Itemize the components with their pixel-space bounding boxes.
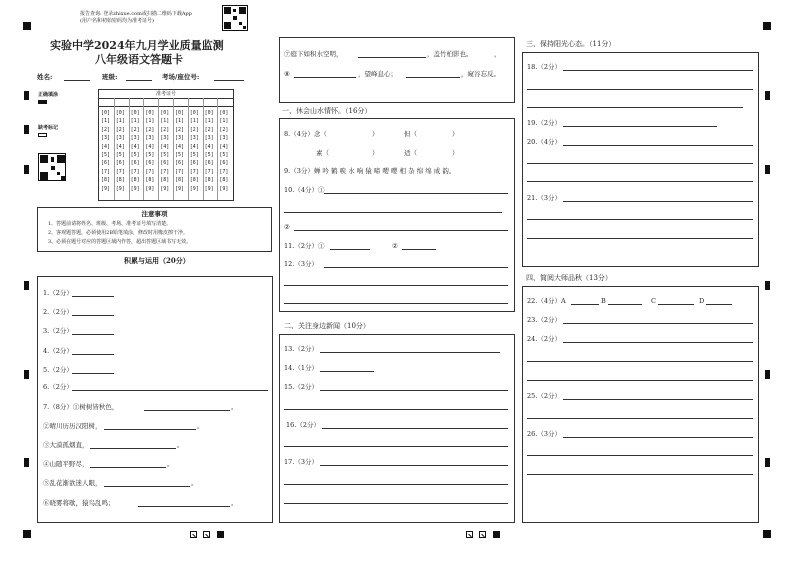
exam-id-digit-bubble[interactable]: [3] (175, 135, 185, 142)
q7-1-punct: 。 (231, 403, 238, 411)
exam-id-digit-bubble[interactable]: [7] (189, 168, 199, 175)
position-marker (23, 22, 31, 30)
side-marker (24, 91, 29, 100)
exam-id-digit-bubble[interactable]: [7] (204, 168, 214, 175)
q16-label: 16.（2分） (286, 421, 320, 429)
q22-b-label: B (601, 297, 606, 305)
q8-close1: ） (372, 130, 379, 138)
q3-label: 3.（2分） (43, 327, 73, 335)
sheet-title: 八年级语文答题卡 (95, 53, 183, 66)
q24-answer-line3[interactable] (527, 380, 753, 381)
page-marker (217, 531, 224, 538)
exam-id-column (190, 109, 199, 193)
side-marker (765, 281, 770, 290)
q15-answer[interactable] (320, 390, 508, 391)
exam-id-grid (98, 89, 234, 201)
report-qr-code (222, 5, 248, 31)
side-marker (765, 370, 770, 379)
exam-id-digit-bubble[interactable]: [9] (101, 185, 111, 192)
q2-answer[interactable] (72, 315, 114, 316)
q8-close2: ） (452, 130, 459, 138)
q19-label: 19.（2分） (527, 119, 561, 127)
exam-id-digit-bubble[interactable]: [4] (115, 143, 125, 150)
exam-id-digit-bubble[interactable]: [6] (204, 160, 214, 167)
exam-id-digit-bubble[interactable]: [6] (101, 160, 111, 167)
q17-answer-line2[interactable] (284, 484, 508, 485)
exam-id-digit-bubble[interactable]: [2] (101, 126, 111, 133)
room-seat-label: 考场/座位号: (162, 73, 200, 81)
exam-id-digit-bubble[interactable]: [3] (189, 135, 199, 142)
exam-id-digit-bubble[interactable]: [6] (130, 160, 140, 167)
q7-2-answer[interactable] (104, 429, 196, 430)
q8-label: 8.（4分）念（ (284, 130, 327, 138)
q11-2-answer[interactable] (402, 249, 436, 250)
exam-id-digit-bubble[interactable]: [5] (175, 152, 185, 159)
exam-id-digit-bubble[interactable]: [1] (189, 118, 199, 125)
exam-id-digit-bubble[interactable]: [0] (115, 110, 125, 116)
q5-label: 5.（2分） (43, 366, 73, 374)
q7-1-label: 7.（8分）①树树皆秋色， (43, 403, 119, 411)
position-marker (23, 530, 31, 538)
q10-2-answer[interactable] (294, 230, 508, 231)
position-marker (763, 22, 771, 30)
exam-id-digit-bubble[interactable]: [9] (130, 185, 140, 192)
q10-1-answer[interactable] (324, 193, 508, 194)
exam-id-column-divider (143, 98, 144, 200)
q15-label: 15.（2分） (284, 383, 318, 391)
q22-c-label: C (651, 297, 656, 305)
exam-id-digit-bubble[interactable]: [6] (189, 160, 199, 167)
exam-id-digit-bubble[interactable]: [1] (160, 118, 170, 125)
q11-label: 11.（2分）① (284, 242, 325, 250)
exam-id-digit-bubble[interactable]: [1] (204, 118, 214, 125)
q17-label: 17.（3分） (284, 458, 318, 466)
q25-answer[interactable] (563, 399, 753, 400)
side-marker (24, 370, 29, 379)
correct-fill-sample (38, 100, 47, 104)
q3-answer[interactable] (72, 334, 114, 335)
exam-id-digit-bubble[interactable]: [6] (175, 160, 185, 167)
q21-answer[interactable] (563, 201, 753, 202)
q18-answer[interactable] (563, 70, 753, 71)
exam-id-digit-bubble[interactable]: [3] (130, 135, 140, 142)
exam-id-digit-bubble[interactable]: [6] (115, 160, 125, 167)
position-marker (763, 530, 771, 538)
exam-id-column-divider (158, 98, 159, 200)
exam-id-digit-bubble[interactable]: [1] (130, 118, 140, 125)
q4-answer[interactable] (72, 354, 114, 355)
q7-5-label: ⑤乱花渐欲迷人眼， (43, 479, 102, 487)
page-check-box (190, 531, 197, 538)
q20-answer-line3[interactable] (527, 181, 753, 182)
q16-answer-line2[interactable] (284, 446, 508, 447)
exam-id-digit-bubble[interactable]: [8] (160, 177, 170, 184)
name-field[interactable] (64, 80, 90, 81)
exam-id-digit-bubble[interactable]: [5] (115, 152, 125, 159)
exam-id-column-divider (188, 98, 189, 200)
q20-label: 20.（4分） (527, 138, 561, 146)
q13-label: 13.（2分） (284, 345, 318, 353)
exam-id-digit-bubble[interactable]: [2] (145, 126, 155, 133)
q18-answer-line2[interactable] (527, 89, 753, 90)
exam-id-digit-bubble[interactable]: [7] (130, 168, 140, 175)
exam-id-write-row-divider (99, 106, 233, 107)
q18-label: 18.（2分） (527, 63, 561, 71)
notes-item: 2、客观题答题，必须使用2B铅笔填涂，修改时用橡皮擦干净。 (48, 230, 189, 236)
exam-id-digit-bubble[interactable]: [1] (101, 118, 111, 125)
exam-id-digit-bubble[interactable]: [3] (145, 135, 155, 142)
notes-box (37, 207, 272, 252)
exam-id-digit-bubble[interactable]: [0] (204, 110, 214, 116)
middle-section2-title: 二、关注身边新闻（10分） (284, 322, 370, 330)
exam-id-column (101, 109, 110, 193)
exam-id-digit-bubble[interactable]: [9] (175, 185, 185, 192)
exam-id-digit-bubble[interactable]: [3] (204, 135, 214, 142)
exam-id-digit-bubble[interactable]: [8] (101, 177, 111, 184)
side-marker (765, 165, 770, 174)
exam-id-digit-bubble[interactable]: [5] (160, 152, 170, 159)
exam-id-digit-bubble[interactable]: [9] (189, 185, 199, 192)
exam-id-digit-bubble[interactable]: [4] (204, 143, 214, 150)
exam-id-digit-bubble[interactable]: [3] (115, 135, 125, 142)
q23-answer[interactable] (563, 323, 753, 324)
exam-id-digit-bubble[interactable]: [6] (145, 160, 155, 167)
exam-id-digit-bubble[interactable]: [4] (145, 143, 155, 150)
middle-section1-title: 一、休会山水情怀。（16分） (282, 107, 372, 115)
q26-answer[interactable] (563, 437, 753, 438)
exam-id-digit-bubble[interactable]: [5] (219, 152, 229, 159)
q12-answer-line3[interactable] (284, 303, 508, 304)
exam-id-digit-bubble[interactable]: [8] (204, 177, 214, 184)
exam-id-digit-bubble[interactable]: [7] (101, 168, 111, 175)
report-notice-line1: 报告查询: 登录zhixue.com或扫描二维码下载App (80, 11, 192, 17)
q7-7-tail: ，盖竹柏影也。 (427, 50, 473, 58)
q17-answer[interactable] (320, 465, 508, 466)
exam-id-digit-bubble[interactable]: [0] (189, 110, 199, 116)
q7-8-answer-b[interactable] (406, 77, 460, 78)
q12-answer[interactable] (324, 267, 508, 268)
q21-label: 21.（3分） (527, 194, 561, 202)
exam-id-digit-bubble[interactable]: [8] (189, 177, 199, 184)
q23-label: 23.（2分） (527, 316, 561, 324)
q11-2-label: ② (392, 242, 398, 250)
exam-id-digit-bubble[interactable]: [0] (160, 110, 170, 116)
q7-8-label: ⑧ (284, 70, 290, 78)
exam-id-column-divider (173, 98, 174, 200)
q7-7-label: ⑦庭下如积水空明， (284, 50, 343, 58)
q7-5-answer[interactable] (104, 486, 190, 487)
exam-id-digit-bubble[interactable]: [3] (219, 135, 229, 142)
q26-answer-line2[interactable] (527, 455, 753, 456)
exam-id-column (116, 109, 125, 193)
section3-title: 三、保持阳光心态。（11分） (526, 40, 616, 48)
q6-label: 6.（2分） (43, 383, 73, 391)
exam-id-digit-bubble[interactable]: [8] (175, 177, 185, 184)
exam-id-digit-bubble[interactable]: [5] (145, 152, 155, 159)
exam-id-digit-bubble[interactable]: [6] (160, 160, 170, 167)
q7-3-punct: 。 (177, 441, 184, 449)
exam-id-digit-bubble[interactable]: [1] (115, 118, 125, 125)
notes-title: 注意事项 (141, 210, 168, 218)
exam-id-digit-bubble[interactable]: [2] (130, 126, 140, 133)
q22-d-label: D (699, 297, 705, 305)
q14-label: 14.（1分） (284, 364, 318, 372)
name-label: 姓名: (37, 73, 53, 81)
q7-6-punct: 。 (231, 499, 238, 507)
q20-answer-line2[interactable] (527, 163, 753, 164)
notes-item: 3、必须在题号对应的答题区域内作答，超出答题区域书写无效。 (48, 239, 192, 245)
exam-id-digit-bubble[interactable]: [1] (219, 118, 229, 125)
q8-label3: 素（ (316, 149, 329, 157)
absent-mark-box[interactable] (38, 133, 47, 137)
q25-answer-line2[interactable] (527, 418, 753, 419)
exam-id-digit-bubble[interactable]: [2] (189, 126, 199, 133)
exam-id-digit-bubble[interactable]: [3] (160, 135, 170, 142)
exam-id-column (131, 109, 140, 193)
section4-box (522, 286, 759, 523)
q5-answer[interactable] (72, 373, 114, 374)
exam-id-digit-bubble[interactable]: [0] (130, 110, 140, 116)
q16-answer[interactable] (322, 428, 508, 429)
exam-id-digit-bubble[interactable]: [2] (219, 126, 229, 133)
q10-2-label: ② (284, 223, 290, 231)
exam-id-digit-bubble[interactable]: [7] (115, 168, 125, 175)
exam-id-digit-bubble[interactable]: [0] (145, 110, 155, 116)
q8-close4: ） (452, 149, 459, 157)
q7-3-label: ③大漠孤烟直， (43, 441, 89, 449)
q24-answer-line2[interactable] (527, 361, 753, 362)
q7-2-punct: 。 (197, 422, 204, 430)
q21-answer-line2[interactable] (527, 219, 753, 220)
q7-6-label: ⑥晓雾将歇，猿鸟乱鸣； (43, 499, 115, 507)
section3-box (522, 52, 759, 267)
exam-id-digit-bubble[interactable]: [2] (115, 126, 125, 133)
side-marker (24, 165, 29, 174)
exam-id-digit-bubble[interactable]: [4] (130, 143, 140, 150)
absent-mark-label: 缺考标记 (38, 125, 59, 131)
exam-id-digit-bubble[interactable]: [5] (189, 152, 199, 159)
q24-answer[interactable] (563, 342, 753, 343)
exam-id-digit-bubble[interactable]: [6] (219, 160, 229, 167)
q15-answer-line2[interactable] (284, 409, 508, 410)
q11-1-answer[interactable] (330, 249, 370, 250)
exam-id-digit-bubble[interactable]: [5] (130, 152, 140, 159)
exam-id-digit-bubble[interactable]: [2] (160, 126, 170, 133)
q7-6-answer[interactable] (138, 506, 230, 507)
q12-label: 12.（3分） (284, 260, 318, 268)
report-notice-line2: (用户名和初始密码均为准考证号) (80, 18, 154, 24)
q6-answer[interactable] (72, 390, 268, 391)
q2-label: 2.（2分） (43, 308, 73, 316)
q7-8-tail: ，窥谷忘反。 (461, 70, 500, 78)
exam-id-column-divider (114, 98, 115, 200)
q26-answer-line3[interactable] (527, 474, 753, 475)
q1-answer[interactable] (72, 296, 114, 297)
q22-d-answer[interactable] (706, 304, 732, 305)
q26-label: 26.（3分） (527, 430, 561, 438)
exam-id-digit-bubble[interactable]: [7] (175, 168, 185, 175)
side-marker (24, 125, 29, 134)
page-check-box (203, 531, 210, 538)
exam-id-digit-bubble[interactable]: [4] (101, 143, 111, 150)
q9-label: 9.（3分）蝉 吟 鹤 唳 水 响 猿 啼 嘤 嘤 相 杂 绵 绵 成 韵。 (284, 167, 456, 175)
class-field[interactable] (126, 80, 152, 81)
exam-id-digit-bubble[interactable]: [9] (160, 185, 170, 192)
exam-id-digit-bubble[interactable]: [8] (219, 177, 229, 184)
q7-4-label: ④山随平野尽， (43, 460, 89, 468)
exam-id-digit-bubble[interactable]: [9] (219, 185, 229, 192)
q24-label: 24.（2分） (527, 335, 561, 343)
exam-id-digit-bubble[interactable]: [0] (219, 110, 229, 116)
side-marker (24, 281, 29, 290)
exam-id-digit-bubble[interactable]: [8] (145, 177, 155, 184)
exam-id-digit-bubble[interactable]: [3] (101, 135, 111, 142)
exam-id-digit-bubble[interactable]: [7] (219, 168, 229, 175)
q7-4-punct: 。 (167, 460, 174, 468)
exam-id-digit-bubble[interactable]: [2] (204, 126, 214, 133)
exam-id-digit-bubble[interactable]: [7] (160, 168, 170, 175)
exam-id-digit-bubble[interactable]: [4] (175, 143, 185, 150)
q14-answer[interactable] (320, 371, 374, 372)
exam-id-column (160, 109, 169, 193)
section1-answer-box (37, 276, 273, 523)
side-marker (24, 458, 29, 467)
exam-id-header-divider (99, 98, 233, 99)
q21-answer-line3[interactable] (527, 238, 753, 239)
exam-id-digit-bubble[interactable]: [4] (189, 143, 199, 150)
q10-1-answer-line2[interactable] (284, 212, 502, 213)
q22-b-answer[interactable] (608, 304, 642, 305)
exam-id-label: 准考证号 (155, 91, 176, 97)
q7-1-answer[interactable] (144, 410, 230, 411)
exam-id-digit-bubble[interactable]: [5] (101, 152, 111, 159)
q18-answer-line3[interactable] (527, 107, 743, 108)
side-marker (765, 458, 770, 467)
q8-label2: 但（ (404, 130, 417, 138)
exam-id-digit-bubble[interactable]: [9] (204, 185, 214, 192)
school-title: 实验中学2024年九月学业质量监测 (50, 39, 224, 52)
middle-section1-box (279, 118, 515, 312)
q7-8-mid: ，望峰息心； (358, 70, 397, 78)
exam-id-column-divider (217, 98, 218, 200)
q17-answer-line3[interactable] (284, 503, 508, 504)
q8-close3: ） (372, 149, 379, 157)
exam-id-digit-bubble[interactable]: [1] (175, 118, 185, 125)
exam-id-digit-bubble[interactable]: [2] (175, 126, 185, 133)
exam-id-column-divider (129, 98, 130, 200)
q7-7-answer[interactable] (358, 57, 426, 58)
q22-label: 22.（4分）A (527, 297, 566, 305)
exam-id-column (219, 109, 228, 193)
q22-a-answer[interactable] (571, 304, 599, 305)
q8-label4: 适（ (404, 149, 417, 157)
q10-label: 10.（4分）① (284, 186, 325, 194)
exam-id-column (145, 109, 154, 193)
q20-answer[interactable] (563, 145, 753, 146)
page-check-box (479, 531, 486, 538)
notes-item: 1、答题前请将姓名、班级、考场、准考证号填写清楚。 (48, 221, 172, 227)
middle-section2-box (279, 334, 515, 523)
q19-answer[interactable] (563, 126, 717, 127)
q13-answer[interactable] (320, 352, 500, 353)
exam-id-digit-bubble[interactable]: [1] (145, 118, 155, 125)
class-label: 班级: (102, 73, 118, 81)
exam-id-digit-bubble[interactable]: [9] (115, 185, 125, 192)
exam-id-digit-bubble[interactable]: [5] (204, 152, 214, 159)
q25-label: 25.（2分） (527, 392, 561, 400)
exam-id-column (175, 109, 184, 193)
exam-id-digit-bubble[interactable]: [4] (219, 143, 229, 150)
section4-title: 四、简阅大师品秋（13分） (526, 274, 612, 282)
exam-id-column-divider (203, 98, 204, 200)
q7-continued-box (279, 37, 515, 103)
exam-id-digit-bubble[interactable]: [4] (160, 143, 170, 150)
q7-5-punct: 。 (191, 479, 198, 487)
exam-id-column (205, 109, 214, 193)
q7-3-answer[interactable] (90, 448, 176, 449)
exam-id-digit-bubble[interactable]: [0] (175, 110, 185, 116)
student-qr-code (38, 153, 66, 181)
section1-title: 积累与运用（20分） (124, 256, 190, 265)
q7-2-label: ②晴川历历汉阳树， (43, 422, 102, 430)
room-seat-field[interactable] (214, 80, 244, 81)
q4-label: 4.（2分） (43, 347, 73, 355)
q22-c-answer[interactable] (658, 304, 694, 305)
exam-id-digit-bubble[interactable]: [8] (130, 177, 140, 184)
page-marker (493, 531, 500, 538)
side-marker (765, 91, 770, 100)
q12-answer-line2[interactable] (284, 285, 508, 286)
q7-4-answer[interactable] (90, 467, 166, 468)
exam-id-digit-bubble[interactable]: [8] (115, 177, 125, 184)
q1-label: 1.（2分） (43, 289, 73, 297)
exam-id-digit-bubble[interactable]: [0] (101, 110, 111, 116)
q7-8-answer-a[interactable] (294, 77, 356, 78)
exam-id-digit-bubble[interactable]: [9] (145, 185, 155, 192)
correct-fill-label: 正确填涂 (38, 92, 59, 98)
q7-7-punct: ， (494, 50, 501, 58)
page-check-box (466, 531, 473, 538)
exam-id-digit-bubble[interactable]: [7] (145, 168, 155, 175)
